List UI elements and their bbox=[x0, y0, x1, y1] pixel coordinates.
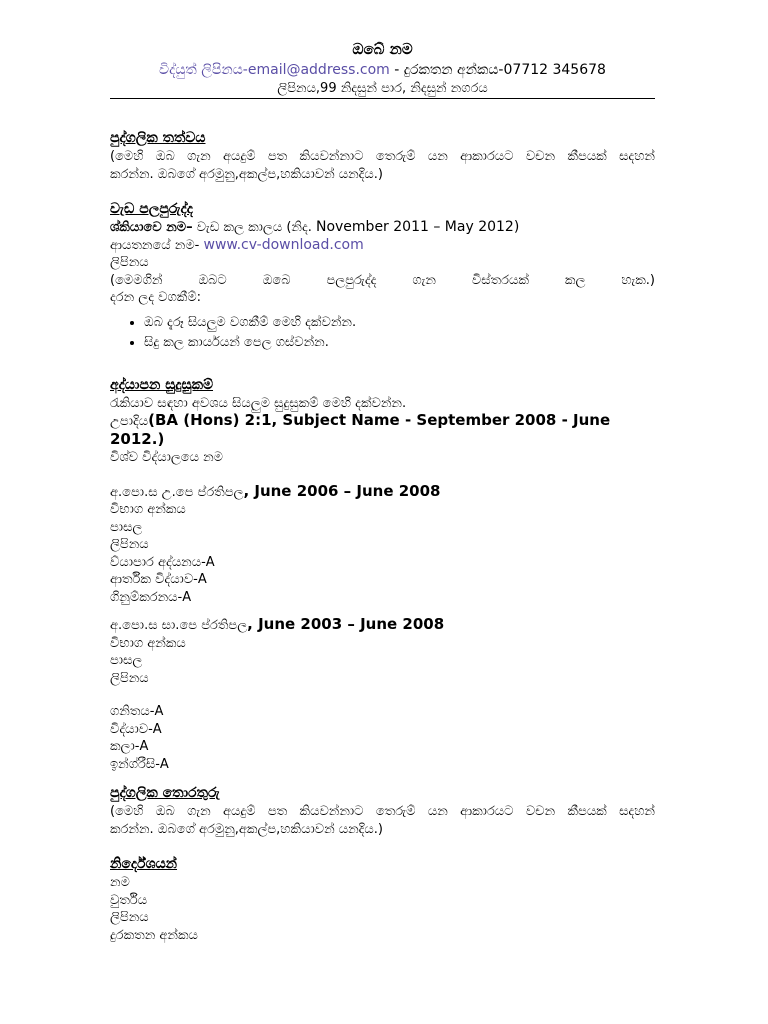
experience-desc-2: දරන ලද වගකීම්: bbox=[110, 290, 202, 305]
email-label: විද්යුත් ලිපිනය- bbox=[159, 62, 248, 78]
responsibility-list bbox=[110, 313, 655, 353]
contact-line bbox=[110, 60, 655, 80]
ol-subject: කලා-A bbox=[110, 739, 149, 754]
personal-details-heading: පුද්ගලික තොරතුරු bbox=[110, 785, 220, 801]
ol-period: , June 2003 – June 2008 bbox=[247, 615, 445, 633]
personal-details-line-2: කරන්න. ඔබගේ අරමුනු,අකල්ප,හකියාවන් යනදිය.) bbox=[110, 821, 383, 837]
cv-body bbox=[110, 128, 655, 944]
references-heading: නිර්දේශයන් bbox=[110, 856, 178, 872]
personal-info-line-1: (මෙහි ඔබ ගැන අයදුම් පත කියවන්නාට තෙරුම් යන ආකාරයට වචන කීපයක් සදහන් bbox=[110, 149, 655, 164]
list-item: • ඔබ දැරූ සියලුම වගකීම් මෙහි දක්වන්න. bbox=[144, 313, 655, 333]
reference-line: වුර්තිය bbox=[110, 892, 148, 908]
reference-line: දුරකතන අන්කය bbox=[110, 927, 198, 943]
al-label: අ.පො.ස උ.පෙ ප්රතිපල bbox=[110, 484, 244, 500]
al-line: ආර්තික විද්යාව-A bbox=[110, 572, 207, 587]
al-line: ව්යාපාර අද්යනය-A bbox=[110, 554, 215, 570]
employer-label: ශ්කියාවෙ නම– bbox=[110, 220, 193, 235]
work-period: November 2011 – May 2012) bbox=[315, 219, 520, 235]
cv-header bbox=[110, 38, 655, 98]
header-divider bbox=[110, 98, 655, 99]
ol-line: පාසල bbox=[110, 653, 143, 668]
personal-info-line-2: කරන්න. ඔබගේ අරමුනු,අකල්ප,හකියාවන් යනදිය.) bbox=[110, 166, 383, 182]
degree-detail: (BA (Hons) 2:1, Subject Name - September 2008 - June 2012.) bbox=[110, 411, 611, 448]
reference-line: නම bbox=[110, 875, 130, 890]
experience-heading: වැඩ පලපුරුද්ද bbox=[110, 201, 193, 217]
al-line: ලිපිනය bbox=[110, 537, 149, 552]
header-address: ලිපිනය,99 නිදසුන් පාර, නිදසුන් නගරය bbox=[277, 81, 488, 96]
al-results-heading bbox=[110, 483, 655, 502]
ol-subject: විද්යාව-A bbox=[110, 721, 162, 737]
reference-line: ලිපිනය bbox=[110, 910, 149, 925]
ol-subject: ගනිතය-A bbox=[110, 704, 164, 719]
list-item: • සිදු කල කාර්යයන් පෙල ගස්වන්න. bbox=[144, 333, 655, 353]
education-intro: රැකියාව සඳහා අවශය සියලුම සුදුසුකම් මෙහි දක්වන්න. bbox=[110, 395, 407, 411]
contact-separator: - bbox=[389, 62, 404, 78]
al-line: ගිනුම්කරනය-A bbox=[110, 589, 192, 605]
personal-info-heading: පුද්ගලික තත්වය bbox=[110, 130, 206, 146]
personal-details-line-1: (මෙහි ඔබ ගැන අයදුම් පත කියවන්නාට තෙරුම් යන ආකාරයට වචන කීපයක් සදහන් bbox=[110, 804, 655, 819]
email-link[interactable]: email@address.com bbox=[247, 62, 390, 78]
period-label: වැඩ කල කාලය (නිද. bbox=[192, 220, 316, 235]
ol-results-heading bbox=[110, 616, 655, 635]
phone-number: 07712 345678 bbox=[503, 62, 606, 78]
ol-line: විභාග අන්කය bbox=[110, 635, 186, 651]
education-heading: අද්යාපන සුදුසුකම් bbox=[110, 376, 214, 393]
university-name: විශ්ව විද්යාලයෙ නම bbox=[110, 450, 224, 465]
al-line: පාසල bbox=[110, 519, 143, 535]
experience-desc-1: (මෙමගින් ඔබට ඔබෙ පලපුරුද්ද ගැන විස්තරයක් කල හැක.) bbox=[110, 272, 655, 288]
org-line bbox=[110, 237, 655, 255]
ol-subject: ඉන්ග්රීසි-A bbox=[110, 756, 169, 772]
org-label: ආයතනයේ නම- bbox=[110, 237, 204, 253]
al-period: , June 2006 – June 2008 bbox=[243, 481, 441, 500]
employer-line bbox=[110, 219, 655, 237]
ol-label: අ.පො.ස සා.පෙ ප්රතිපල bbox=[110, 618, 248, 633]
applicant-name: ඔබේ නම bbox=[352, 40, 413, 58]
phone-label: දුරකතන අන්කය- bbox=[403, 62, 504, 78]
al-line: විභාග අන්කය bbox=[110, 502, 186, 517]
degree-label: උපාදිය bbox=[110, 414, 149, 429]
experience-address: ලිපිනය bbox=[110, 255, 149, 270]
org-url-link[interactable]: www.cv-download.com bbox=[203, 236, 364, 253]
ol-line: ලිපිනය bbox=[110, 670, 149, 686]
degree-line bbox=[110, 412, 655, 449]
